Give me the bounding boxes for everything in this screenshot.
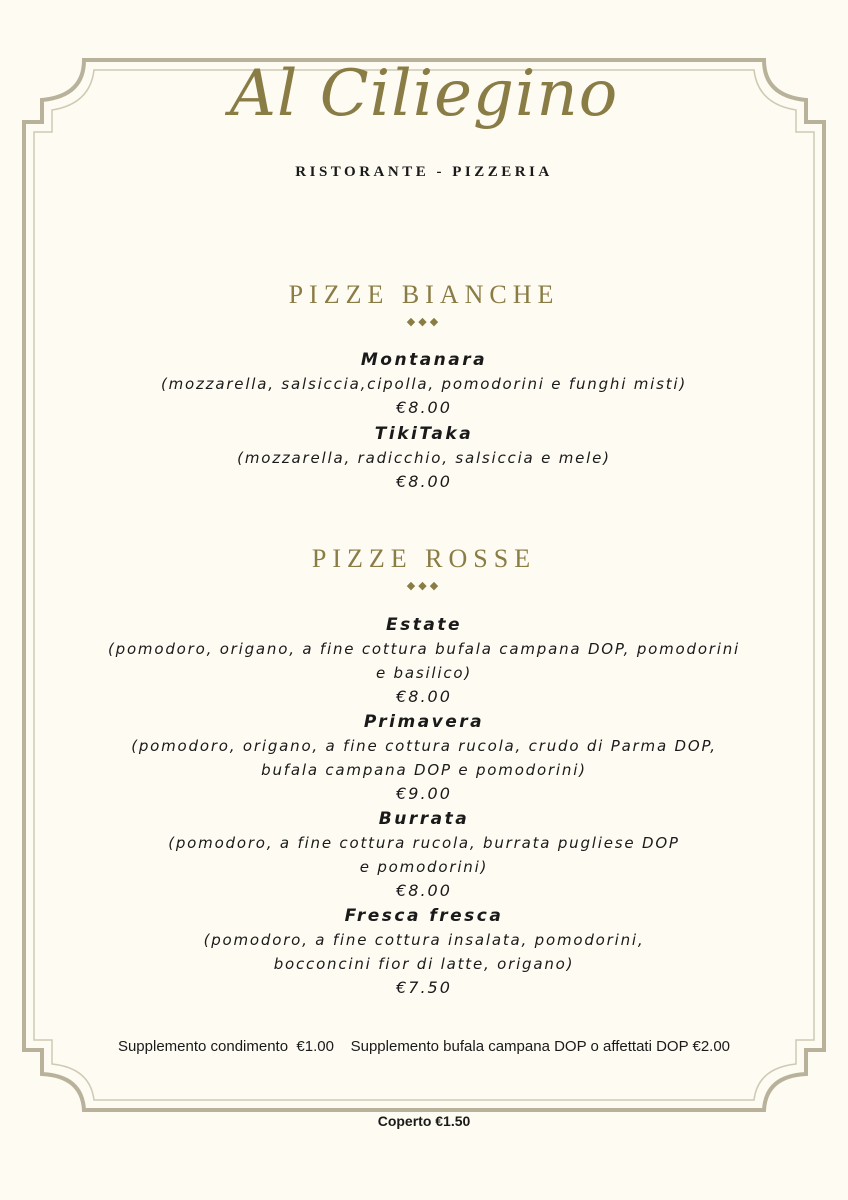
- menu-item-description: (pomodoro, a fine cottura insalata, pomodorini,: [203, 931, 645, 949]
- menu-item-price: €8.00: [396, 472, 452, 491]
- menu-item-price: €8.00: [396, 398, 452, 417]
- menu-item-description: e basilico): [375, 664, 473, 682]
- menu-item-description: bufala campana DOP e pomodorini): [261, 761, 587, 779]
- menu-item-description: (pomodoro, a fine cottura rucola, burrata pugliese DOP: [168, 834, 680, 852]
- restaurant-tagline: RISTORANTE - PIZZERIA: [295, 164, 553, 180]
- menu-item-name: Burrata: [378, 809, 470, 829]
- section-title-pizze-bianche: PIZZE BIANCHE: [288, 280, 560, 309]
- menu-item: [0, 422, 848, 494]
- menu-item: [0, 904, 848, 1000]
- menu-item-description: (pomodoro, origano, a fine cottura rucola, crudo di Parma DOP,: [131, 737, 717, 755]
- menu-item-name: Estate: [386, 615, 462, 635]
- menu-item-description: (mozzarella, radicchio, salsiccia e mele): [237, 449, 611, 467]
- restaurant-logo: Al Ciliegino: [229, 57, 619, 131]
- menu-item-description: bocconcini fior di latte, origano): [273, 955, 575, 973]
- diamond-ornament-icon: ◆◆◆: [406, 579, 442, 592]
- menu-item-description: e pomodorini): [359, 858, 489, 876]
- supplement-note: Supplemento condimento €1.00 Supplemento bufala campana DOP o affettati DOP €2.00: [117, 1038, 731, 1055]
- menu-item-name: TikiTaka: [374, 424, 474, 444]
- diamond-ornament-icon: ◆◆◆: [406, 315, 442, 328]
- menu-item: [0, 807, 848, 903]
- menu-item: [0, 710, 848, 806]
- menu-item-description: (mozzarella, salsiccia,cipolla, pomodorini e funghi misti): [160, 375, 688, 393]
- menu-item-price: €9.00: [396, 784, 452, 803]
- cover-charge: Coperto €1.50: [377, 1113, 471, 1129]
- menu-item-name: Primavera: [363, 712, 485, 732]
- menu-item: [0, 613, 848, 709]
- section-title-pizze-rosse: PIZZE ROSSE: [311, 544, 537, 573]
- menu-item-price: €8.00: [396, 881, 452, 900]
- menu-item-description: (pomodoro, origano, a fine cottura bufala campana DOP, pomodorini: [107, 640, 741, 658]
- menu-item-price: €7.50: [396, 978, 452, 997]
- menu-item: [0, 348, 848, 420]
- menu-item-name: Montanara: [360, 350, 488, 370]
- menu-item-price: €8.00: [396, 687, 452, 706]
- menu-item-name: Fresca fresca: [344, 906, 504, 926]
